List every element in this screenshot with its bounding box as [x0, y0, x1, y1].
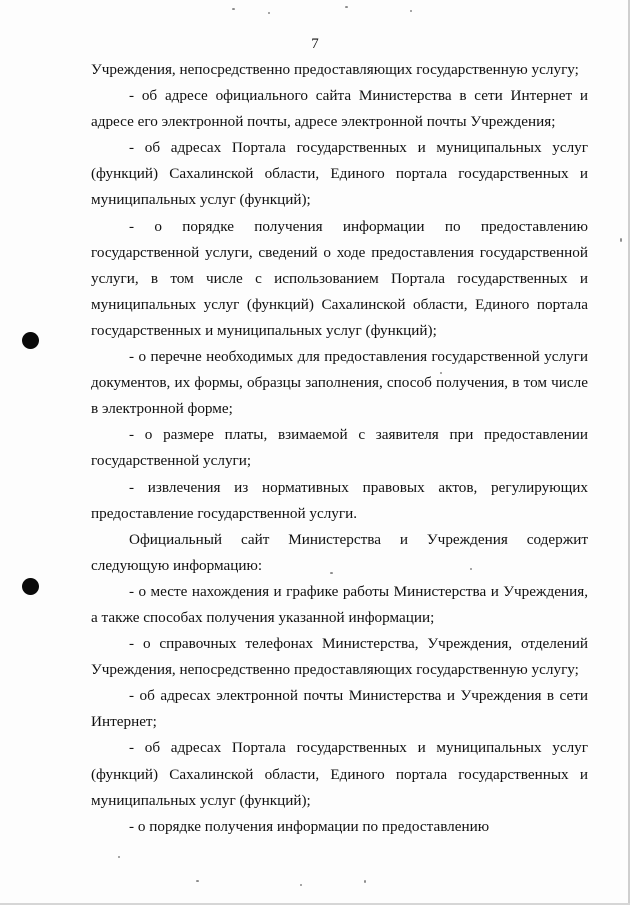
scan-speck [345, 6, 348, 8]
scan-speck [118, 856, 120, 858]
paragraph: - о размере платы, взимаемой с заявителя при предоставлении государственной услуги; [91, 426, 588, 470]
paragraph: - о порядке получения информации по предоставлению [129, 817, 490, 835]
paragraph: - о порядке получения информации по предоставлению государственной услуги, сведений о ходе предоставления государственной услуги, в том числе с использованием Портала государственных и муниципальных услуг (функций) Сахалинской области, Единого портала государственных и муниципальных услуг (функций); [91, 217, 588, 339]
punch-hole [22, 332, 39, 349]
paragraph: - об адресе официального сайта Министерства в сети Интернет и адресе его электронной почты, адресе электронной почты Учреждения; [91, 87, 588, 131]
scan-speck [268, 12, 270, 14]
scan-speck [470, 568, 472, 570]
scan-speck [410, 10, 412, 12]
paragraph: - об адресах Портала государственных и муниципальных услуг (функций) Сахалинской области, Единого портала государственных и муниципальных услуг (функций); [91, 739, 588, 809]
scan-speck [620, 238, 622, 242]
scan-speck [440, 372, 442, 374]
paragraph: - извлечения из нормативных правовых актов, регулирующих предоставление государственной услуги. [91, 478, 588, 522]
scan-speck [196, 880, 199, 882]
paragraph: Официальный сайт Министерства и Учреждения содержит следующую информацию: [91, 530, 588, 574]
paragraph: Учреждения, непосредственно предоставляющих государственную услугу; [91, 61, 579, 78]
paragraph: - о справочных телефонах Министерства, Учреждения, отделений Учреждения, непосредственно предоставляющих государственную услугу; [91, 635, 588, 679]
document-body [91, 57, 588, 840]
paragraph: - об адресах электронной почты Министерства и Учреждения в сети Интернет; [91, 687, 588, 731]
scan-speck [364, 880, 366, 883]
paragraph: - об адресах Портала государственных и муниципальных услуг (функций) Сахалинской области, Единого портала государственных и муниципальных услуг (функций); [91, 139, 588, 209]
scan-speck [232, 8, 235, 10]
scan-speck [330, 572, 333, 574]
page-number: 7 [311, 36, 319, 52]
punch-hole [22, 578, 39, 595]
paragraph: - о перечне необходимых для предоставления государственной услуги документов, их формы, образцы заполнения, способ получения, в том числе в электронной форме; [91, 348, 588, 418]
paragraph: - о месте нахождения и графике работы Министерства и Учреждения, а также способах получения указанной информации; [91, 582, 588, 626]
scan-speck [300, 884, 302, 886]
